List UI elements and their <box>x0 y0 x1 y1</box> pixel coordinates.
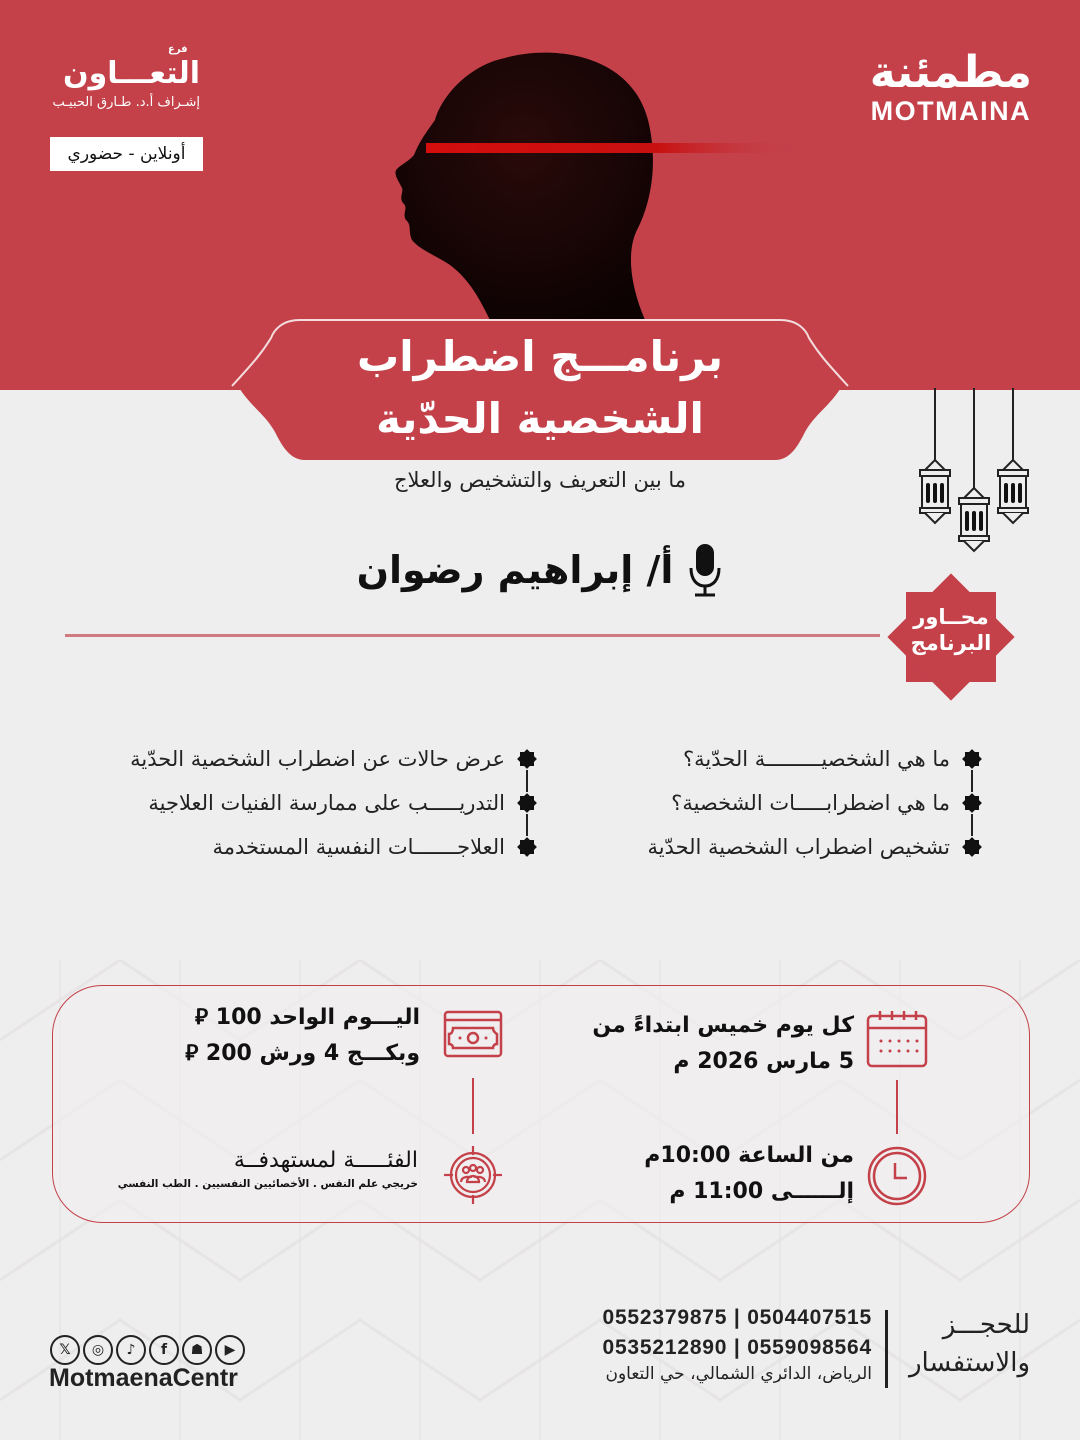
money-icon <box>443 1010 503 1058</box>
connector-line <box>896 1080 898 1134</box>
contact-separator <box>885 1310 888 1388</box>
topic-item: ما هي الشخصيـــــــــة الحدّية؟ <box>582 737 982 781</box>
title-line-2: الشخصية الحدّية <box>376 394 704 443</box>
speaker-name: أ/ إبراهيم رضوان <box>356 548 674 592</box>
calendar-icon <box>866 1010 928 1068</box>
topics-list-left <box>77 737 537 869</box>
x-icon[interactable]: 𝕏 <box>50 1335 80 1365</box>
motmaina-logo <box>869 47 1032 126</box>
connector-line <box>971 814 973 836</box>
bullet-star-icon <box>517 837 537 857</box>
connector-line <box>526 814 528 836</box>
topic-item: عرض حالات عن اضطراب الشخصية الحدّية <box>77 737 537 781</box>
attendance-mode-badge: أونلاين - حضوري <box>50 137 203 171</box>
tiktok-icon[interactable]: ♪ <box>116 1335 146 1365</box>
target-audience: الفئـــــة لمستهدفــة خريجي علم النفس . الأخصائيين النفسيين . الطب النفسي <box>117 1148 418 1190</box>
ramadan-lanterns-icon <box>910 388 1040 553</box>
youtube-icon[interactable]: ▶ <box>215 1335 245 1365</box>
social-icons <box>50 1335 245 1365</box>
bullet-star-icon <box>517 749 537 769</box>
speaker-row <box>340 535 740 605</box>
facebook-icon[interactable]: f <box>149 1335 179 1365</box>
connector-line <box>971 770 973 792</box>
title-line-1: برنامـــج اضطراب <box>356 332 724 381</box>
address: الرياض، الدائري الشمالي، حي التعاون <box>605 1364 872 1384</box>
section-divider <box>65 634 880 637</box>
topic-item: تشخيص اضطراب الشخصية الحدّية <box>582 825 982 869</box>
connector-line <box>472 1078 474 1134</box>
topic-item: التدريـــــب على ممارسة الفنيات العلاجية <box>77 781 537 825</box>
branch-block <box>0 44 200 112</box>
snapchat-icon[interactable]: ☗ <box>182 1335 212 1365</box>
topics-list-right <box>582 737 982 869</box>
head-silhouette-image <box>380 0 800 320</box>
microphone-icon <box>687 542 723 598</box>
logo-arabic: مطمئنة <box>869 47 1032 98</box>
topic-item: ما هي اضطرابـــــات الشخصية؟ <box>582 781 982 825</box>
branch-name: التعـــاون <box>62 56 200 91</box>
phone-row-1[interactable]: 0552379875 | 0504407515 <box>602 1306 872 1329</box>
branch-label: فرع <box>168 44 188 55</box>
bullet-star-icon <box>962 793 982 813</box>
topic-item: العلاجـــــــات النفسية المستخدمة <box>77 825 537 869</box>
schedule-time: من الساعة 10:00م إلــــــى 11:00 م <box>644 1143 854 1204</box>
logo-english: MOTMAINA <box>870 96 1032 126</box>
bullet-star-icon <box>962 837 982 857</box>
bullet-star-icon <box>962 749 982 769</box>
booking-inquiry-label: للحجـــز والاستفسار <box>908 1310 1030 1378</box>
clock-icon <box>867 1146 927 1206</box>
program-subtitle: ما بين التعريف والتشخيص والعلاج <box>393 468 687 492</box>
program-title <box>230 326 850 450</box>
schedule-date: كل يوم خميس ابتداءً من 5 مارس 2026 م <box>592 1013 854 1074</box>
social-handle[interactable]: MotmaenaCentr <box>49 1364 238 1392</box>
phone-numbers <box>560 1303 872 1385</box>
connector-line <box>526 770 528 792</box>
pricing: اليـــوم الواحد 100 ⃁ وبكـــج 4 ورش 200 ⃁ <box>185 1005 420 1066</box>
program-axes-label: محــاور البرنامج <box>910 605 992 655</box>
bullet-star-icon <box>517 793 537 813</box>
instagram-icon[interactable]: ◎ <box>83 1335 113 1365</box>
target-group-icon <box>443 1145 503 1205</box>
branch-supervision: إشـراف أ.د. طـارق الحبيـب <box>52 95 200 110</box>
phone-row-2[interactable]: 0535212890 | 0559098564 <box>602 1336 872 1359</box>
